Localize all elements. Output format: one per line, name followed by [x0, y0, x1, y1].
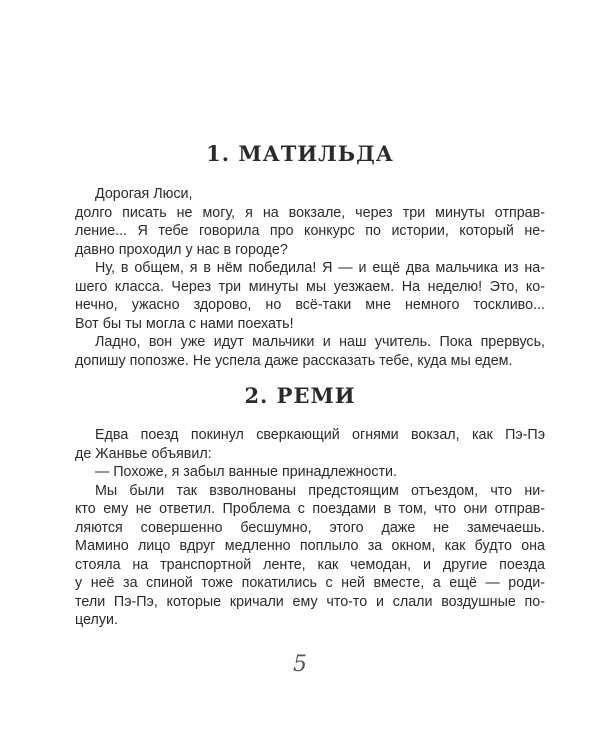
text-line: кто ему не ответил. Проблема с поездами в том, что они отправ-: [75, 501, 545, 517]
text-line: давно проходил у нас в городе?: [75, 241, 288, 258]
text-line: Вот бы ты могла с нами поехать!: [75, 315, 294, 332]
text-line: ляются совершенно бесшумно, этого даже не замечаешь.: [75, 519, 545, 536]
text-line: Дорогая Люси,: [95, 186, 193, 202]
page-number: 5: [293, 652, 307, 677]
text-line: нечно, ужасно здорово, но всё-таки мне немного тоскливо...: [75, 297, 545, 313]
text-line: шего класса. Через три минуты мы уезжаем. На неделю! Это, ко-: [75, 278, 545, 295]
chapter-2-text: [75, 426, 545, 630]
text-line: у неё за спиной тоже покатились с ней вместе, а ещё — роди-: [75, 575, 545, 591]
text-line: Мы были так взволнованы предстоящим отъездом, что ни-: [95, 482, 545, 499]
text-line: Ну, в общем, я в нём победила! Я — и ещё два мальчика из на-: [95, 260, 545, 276]
text-line: Мамино лицо вдруг медленно поплыло за окном, как будто она: [75, 538, 545, 554]
chapter-1-text: [75, 185, 545, 370]
text-line: Ладно, вон уже идут мальчики и наш учитель. Пока прервусь,: [95, 334, 545, 350]
text-line: — Похоже, я забыл ванные принадлежности.: [95, 464, 398, 480]
chapter-2-heading: 2. РЕМИ: [244, 383, 356, 408]
text-line: допишу попозже. Не успела даже рассказать тебе, куда мы едем.: [75, 352, 513, 369]
text-line: де Жанвье объявил:: [75, 445, 212, 462]
text-line: стояла на транспортной ленте, как чемодан, и другие поезда: [75, 556, 545, 573]
text-line: Едва поезд покинул сверкающий огнями вокзал, как Пэ-Пэ: [95, 427, 545, 443]
chapter-1-heading: 1. МАТИЛЬДА: [206, 141, 394, 166]
text-line: целуи.: [75, 612, 118, 628]
text-line: ление... Я тебе говорила про конкурс по истории, который не-: [75, 223, 545, 239]
text-line: долго писать не могу, я на вокзале, через три минуты отправ-: [75, 204, 545, 221]
text-line: тели Пэ-Пэ, которые кричали ему что-то и слали воздушные по-: [75, 593, 545, 610]
